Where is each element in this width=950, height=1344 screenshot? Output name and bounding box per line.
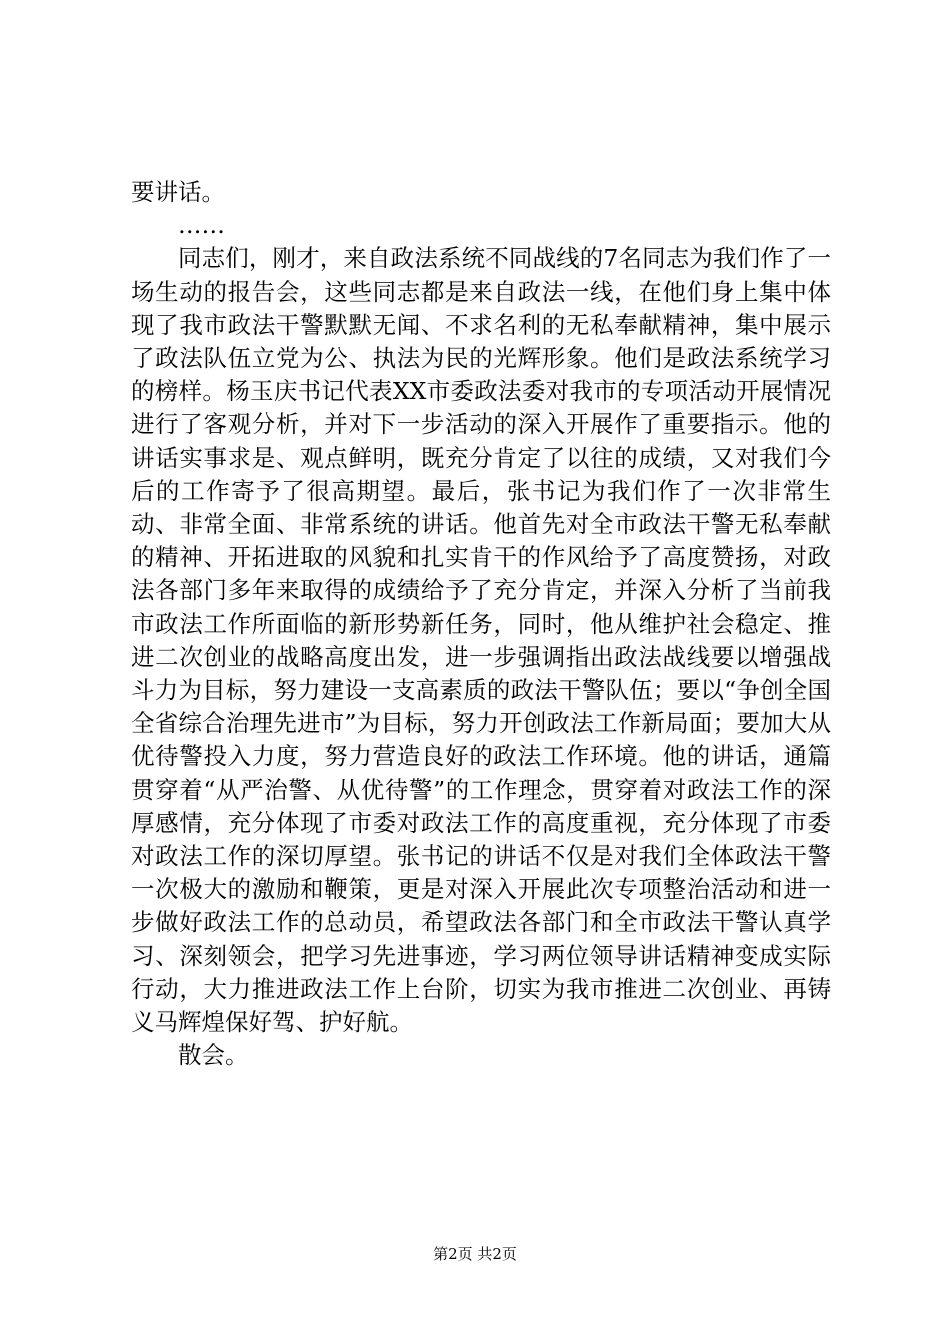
document-body (131, 176, 831, 1072)
paragraph-closing: 散会。 (178, 1041, 249, 1070)
page-footer (0, 1244, 950, 1264)
page-number-label: 第2页 共2页 (433, 1245, 517, 1263)
paragraph-main-speech: 同志们，刚才，来自政法系统不同战线的7名同志为我们作了一场生动的报告会，这些同志都是来自政法一线，在他们身上集中体现了我市政法干警默默无闻、不求名利的无私奉献精神，集中展示了政法队伍立党为公、执法为民的光辉形象。他们是政法系统学习的榜样。杨玉庆书记代表XX市委政法委对我市的专项活动开展情况进行了客观分析，并对下一步活动的深入开展作了重要指示。他的讲话实事求是、观点鲜明，既充分肯定了以往的成绩，又对我们今后的工作寄予了很高期望。最后，张书记为我们作了一次非常生动、非常全面、非常系统的讲话。他首先对全市政法干警无私奉献的精神、开拓进取的风貌和扎实肯干的作风给予了高度赞扬，对政法各部门多年来取得的成绩给予了充分肯定，并深入分析了当前我市政法工作所面临的新形势新任务，同时，他从维护社会稳定、推进二次创业的战略高度出发，进一步强调指出政法战线要以增强战斗力为目标，努力建设一支高素质的政法干警队伍；要以“争创全国全省综合治理先进市”为目标，努力开创政法工作新局面；要加大从优待警投入力度，努力营造良好的政法工作环境。他的讲话，通篇贯穿着“从严治警、从优待警”的工作理念，贯穿着对政法工作的深厚感情，充分体现了市委对政法工作的高度重视，充分体现了市委对政法工作的深切厚望。张书记的讲话不仅是对我们全体政法干警一次极大的激励和鞭策，更是对深入开展此次专项整治活动和进一步做好政法工作的总动员，希望政法各部门和全市政法干警认真学习、深刻领会，把学习先进事迹，学习两位领导讲话精神变成实际行动，大力推进政法工作上台阶，切实为我市推进二次创业、再铸义马辉煌保好驾、护好航。 (131, 244, 831, 1037)
paragraph-continuation: 要讲话。 (131, 178, 225, 206)
paragraph-ellipsis: …… (178, 211, 225, 240)
